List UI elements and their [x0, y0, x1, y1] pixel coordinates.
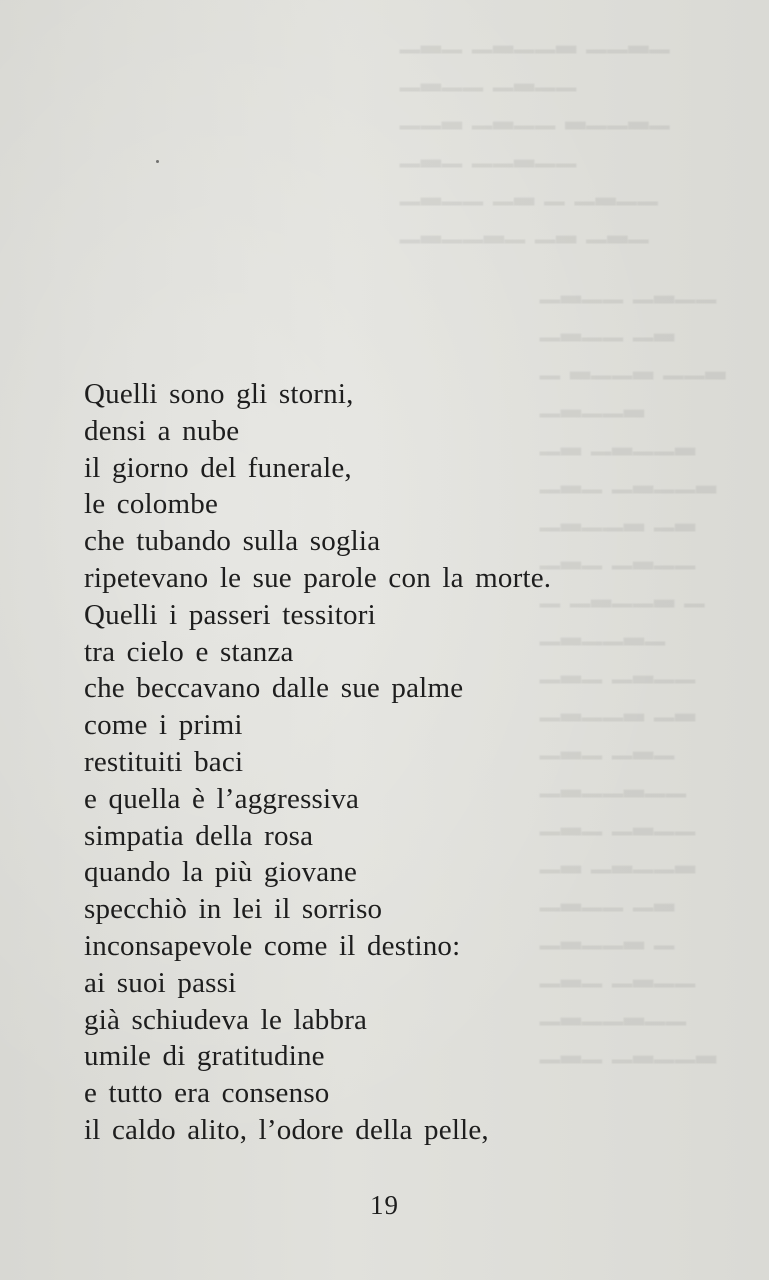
poem-line: specchiò in lei il sorriso: [84, 893, 383, 926]
poem-line: il caldo alito, l’odore della pelle,: [84, 1113, 489, 1146]
poem-line: che tubando sulla soglia: [84, 525, 381, 558]
paper-speck: [156, 160, 159, 163]
bleed-through-texture-top: ▁▂▁ ▁▂▁▁▂ ▁▁▂▁ ▁▂▁▁ ▁▂▁▁ ▁▁▂ ▁▂▁▁ ▂▁▁▂▁ ▁▂▁ ▁▁▂▁▁ ▁▂▁▁ ▁▂ ▁ ▁▂▁▁ ▁▂▁▁▂▁ ▁▂ ▁▂▁: [400, 24, 671, 244]
poem-line: tra cielo e stanza: [84, 635, 294, 668]
poem-line: restituiti baci: [84, 745, 244, 778]
poem-line: e tutto era consenso: [84, 1077, 330, 1110]
poem-line: Quelli sono gli storni,: [84, 378, 354, 410]
poem-line: ripetevano le sue parole con la morte.: [84, 561, 552, 594]
poem-text: [84, 376, 551, 1149]
poem-line: come i primi: [84, 709, 243, 742]
bleed-through-texture-right: ▁▂▁▁ ▁▂▁▁ ▁▂▁▁ ▁▂ ▁ ▂▁▁▂ ▁▁▂ ▁▂▁▁▂ ▁▂ ▁▂▁▁▂ ▁▂▁ ▁▂▁▁▂ ▁▂▁▁▂ ▁▂ ▁▂▁ ▁▂▁▁ ▁ ▁▂▁▁▂ ▁ ▁▂▁▁▂▁ ▁▂▁ ▁▂▁▁ ▁▂▁▁▂ ▁▂ ▁▂▁ ▁▂▁ ▁▂▁▁▂▁▁ ▁▂▁ ▁▂▁▁ ▁▂ ▁▂▁▁▂ ▁▂▁▁ ▁▂ ▁▂▁▁▂ ▁ ▁▂▁ ▁▂▁▁ ▁▂▁▁▂▁▁ ▁▂▁ ▁▂▁▁▂: [540, 274, 727, 1064]
poem-line: quando la più giovane: [84, 856, 358, 889]
poem-line: il giorno del funerale,: [84, 451, 352, 484]
poem-line: le colombe: [84, 488, 219, 521]
poem-line: e quella è l’aggressiva: [84, 782, 360, 815]
poem-line: simpatia della rosa: [84, 819, 314, 852]
poem-line: inconsapevole come il destino:: [84, 929, 461, 962]
poem-line: ai suoi passi: [84, 966, 237, 999]
poem-line: densi a nube: [84, 414, 240, 447]
poem-line: Quelli i passeri tessitori: [84, 598, 376, 631]
poem-line: già schiudeva le labbra: [84, 1003, 368, 1036]
page-number: 19: [370, 1190, 399, 1220]
poem-line: umile di gratitudine: [84, 1040, 325, 1073]
poem-line: che beccavano dalle sue palme: [84, 672, 464, 705]
